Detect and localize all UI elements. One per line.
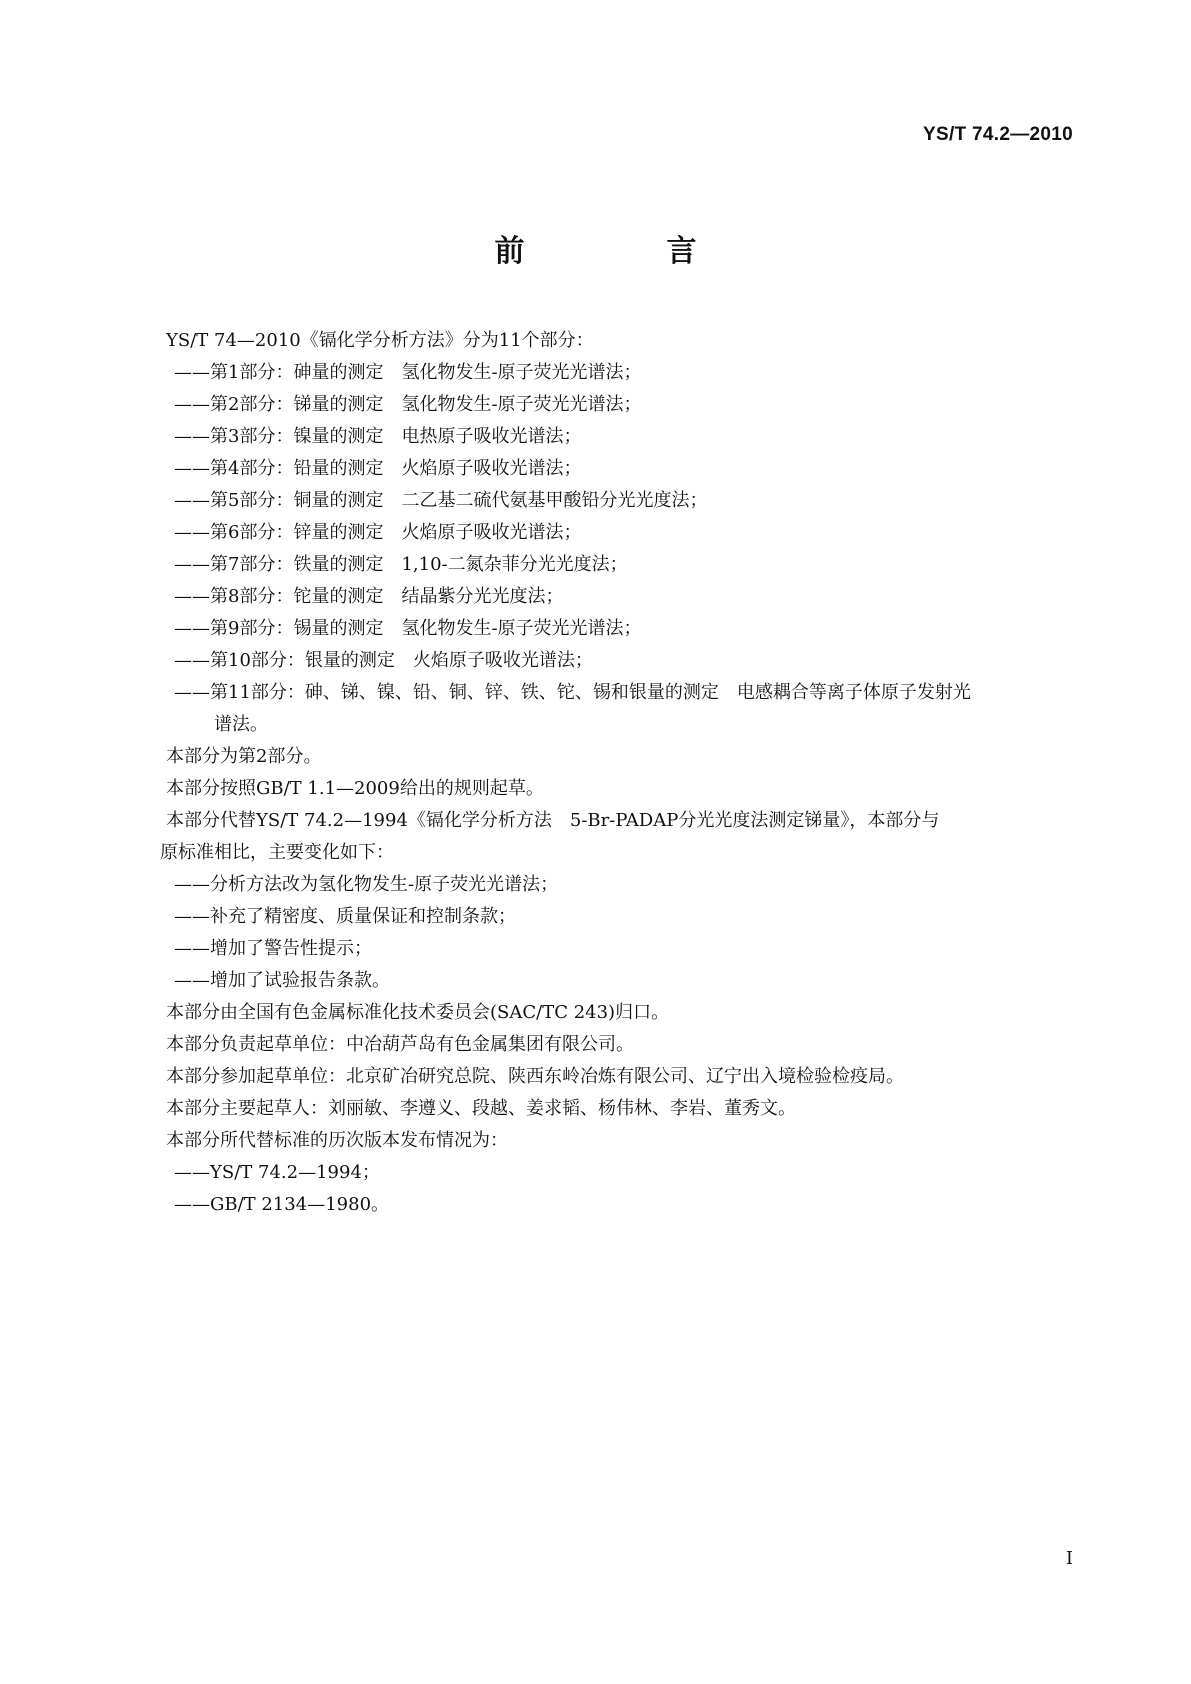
part-list-item: ——第9部分：锡量的测定 氢化物发生-原子荧光光谱法； — [174, 618, 642, 639]
responsible-unit-paragraph: 本部分负责起草单位：中冶葫芦岛有色金属集团有限公司。 — [166, 1034, 634, 1055]
participating-units-paragraph: 本部分参加起草单位：北京矿冶研究总院、陕西东岭冶炼有限公司、辽宁出入境检验检疫局。 — [166, 1066, 904, 1087]
history-intro-paragraph: 本部分所代替标准的历次版本发布情况为： — [166, 1130, 508, 1151]
change-list-item: ——增加了警告性提示； — [174, 938, 372, 959]
part-list-item: ——第10部分：银量的测定 火焰原子吸收光谱法； — [174, 650, 593, 671]
part-list-item: ——第1部分：砷量的测定 氢化物发生-原子荧光光谱法； — [174, 362, 642, 383]
intro-paragraph: YS/T 74—2010《镉化学分析方法》分为11个部分： — [166, 330, 594, 351]
change-list-item: ——补充了精密度、质量保证和控制条款； — [174, 906, 516, 927]
part-list-item: ——第5部分：铜量的测定 二乙基二硫代氨基甲酸铅分光光度法； — [174, 490, 708, 511]
change-list-item: ——分析方法改为氢化物发生-原子荧光光谱法； — [174, 874, 559, 895]
part-list-item: ——第4部分：铅量的测定 火焰原子吸收光谱法； — [174, 458, 582, 479]
committee-paragraph: 本部分由全国有色金属标准化技术委员会(SAC/TC 243)归口。 — [166, 1002, 670, 1023]
replacement-paragraph: 本部分代替YS/T 74.2—1994《镉化学分析方法 5-Br-PADAP分光光度法测定锑量》，本部分与 — [166, 810, 940, 831]
part-list-item-11-continued: 谱法。 — [214, 714, 268, 735]
change-list-item: ——增加了试验报告条款。 — [174, 970, 390, 991]
part-list-item: ——第2部分：锑量的测定 氢化物发生-原子荧光光谱法； — [174, 394, 642, 415]
history-list-item: ——GB/T 2134—1980。 — [174, 1194, 390, 1215]
history-list-item: ——YS/T 74.2—1994； — [174, 1162, 380, 1183]
part-list-item: ——第3部分：镍量的测定 电热原子吸收光谱法； — [174, 426, 582, 447]
this-part-paragraph: 本部分为第2部分。 — [166, 746, 322, 767]
drafters-paragraph: 本部分主要起草人：刘丽敏、李遵义、段越、姜求韬、杨伟林、李岩、董秀文。 — [166, 1098, 796, 1119]
replacement-paragraph-continued: 原标准相比，主要变化如下： — [160, 842, 394, 863]
part-list-item-11: ——第11部分：砷、锑、镍、铅、铜、锌、铁、铊、锡和银量的测定 电感耦合等离子体原子发射光 — [174, 682, 971, 703]
part-list-item: ——第6部分：锌量的测定 火焰原子吸收光谱法； — [174, 522, 582, 543]
page-title: 前 言 — [494, 234, 753, 269]
drafting-rule-paragraph: 本部分按照GB/T 1.1—2009给出的规则起草。 — [166, 778, 544, 799]
foreword-body — [160, 325, 1071, 1221]
part-list-item: ——第8部分：铊量的测定 结晶紫分光光度法； — [174, 586, 564, 607]
document-code-header: YS/T 74.2—2010 — [923, 124, 1073, 145]
part-list-item: ——第7部分：铁量的测定 1,10-二氮杂菲分光光度法； — [174, 554, 628, 575]
page-number: I — [1065, 1548, 1073, 1569]
